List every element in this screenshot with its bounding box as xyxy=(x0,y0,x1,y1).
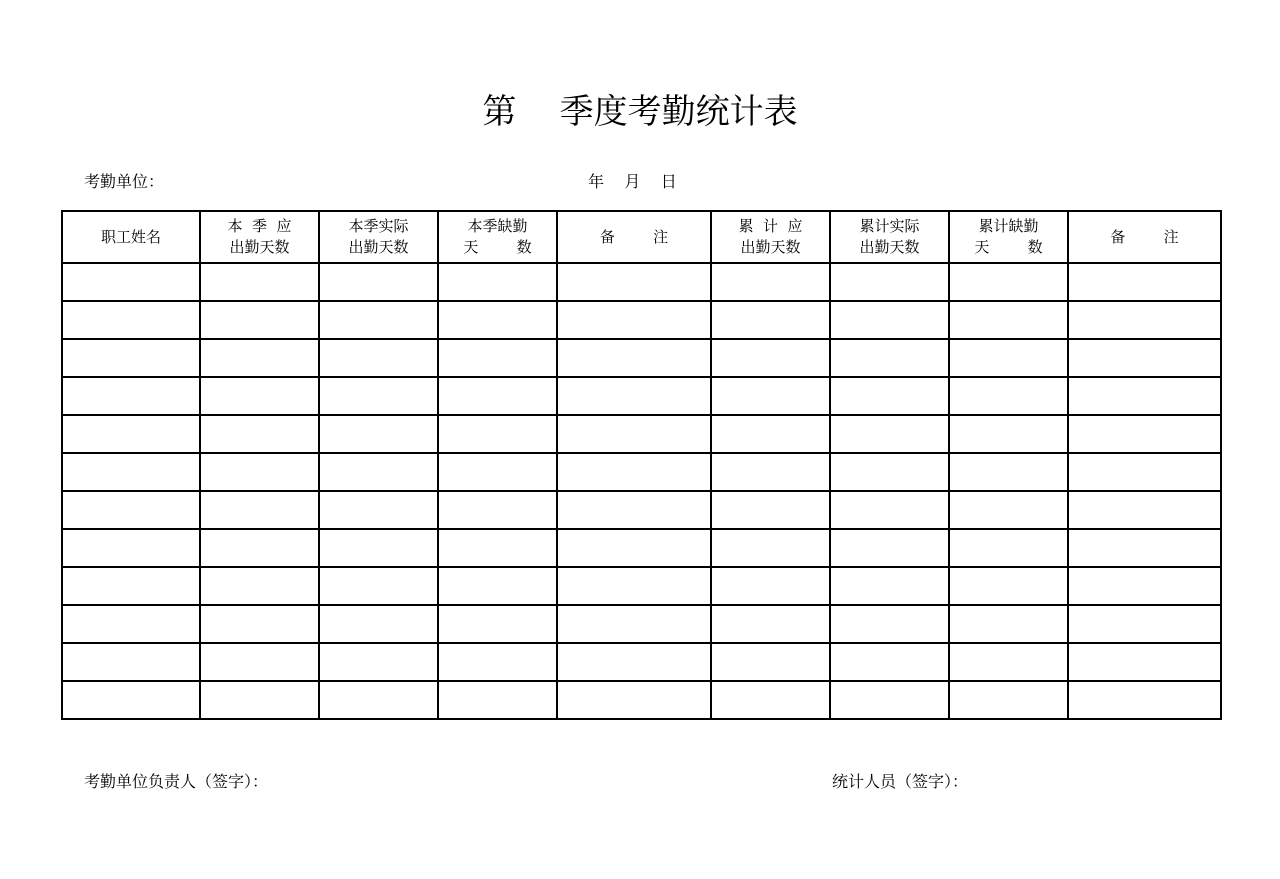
table-cell[interactable] xyxy=(62,643,200,681)
table-cell[interactable] xyxy=(200,415,319,453)
table-cell[interactable] xyxy=(949,453,1068,491)
table-row xyxy=(62,643,1221,681)
table-cell[interactable] xyxy=(200,339,319,377)
table-cell[interactable] xyxy=(557,643,711,681)
table-cell[interactable] xyxy=(557,453,711,491)
table-cell[interactable] xyxy=(438,491,557,529)
table-cell[interactable] xyxy=(711,301,830,339)
date-label: 年 月 日 xyxy=(588,172,677,191)
table-cell[interactable] xyxy=(557,377,711,415)
table-cell[interactable] xyxy=(557,529,711,567)
table-cell[interactable] xyxy=(319,263,438,301)
table-cell[interactable] xyxy=(557,415,711,453)
table-cell[interactable] xyxy=(949,643,1068,681)
table-cell[interactable] xyxy=(711,415,830,453)
table-row xyxy=(62,453,1221,491)
table-cell[interactable] xyxy=(949,377,1068,415)
table-cell[interactable] xyxy=(319,567,438,605)
table-cell[interactable] xyxy=(711,453,830,491)
table-cell[interactable] xyxy=(438,301,557,339)
table-cell[interactable] xyxy=(830,567,949,605)
table-cell[interactable] xyxy=(830,605,949,643)
table-cell[interactable] xyxy=(200,681,319,719)
table-cell[interactable] xyxy=(711,567,830,605)
table-cell[interactable] xyxy=(438,529,557,567)
table-cell[interactable] xyxy=(830,263,949,301)
table-cell[interactable] xyxy=(830,529,949,567)
col-header-cumulative-remarks: 备 注 xyxy=(1068,211,1221,263)
table-cell[interactable] xyxy=(62,681,200,719)
table-cell[interactable] xyxy=(438,415,557,453)
table-cell[interactable] xyxy=(830,453,949,491)
table-cell[interactable] xyxy=(438,643,557,681)
col-header-quarter-absent-days: 本季缺勤 天 数 xyxy=(438,211,557,263)
table-cell[interactable] xyxy=(438,263,557,301)
attendance-unit-label: 考勤单位： xyxy=(84,172,165,191)
unit-head-signature-label: 考勤单位负责人（签字）： xyxy=(84,772,269,791)
col-header-quarter-actual-days: 本季实际 出勤天数 xyxy=(319,211,438,263)
table-cell[interactable] xyxy=(1068,681,1221,719)
table-cell[interactable] xyxy=(62,263,200,301)
table-cell[interactable] xyxy=(830,301,949,339)
table-cell[interactable] xyxy=(200,491,319,529)
statistician-signature-label: 统计人员（签字）： xyxy=(832,772,969,791)
table-cell[interactable] xyxy=(438,377,557,415)
table-cell[interactable] xyxy=(200,377,319,415)
table-cell[interactable] xyxy=(711,339,830,377)
table-cell[interactable] xyxy=(319,491,438,529)
table-cell[interactable] xyxy=(200,301,319,339)
col-header-quarter-required-days: 本 季 应 出勤天数 xyxy=(200,211,319,263)
table-cell[interactable] xyxy=(62,529,200,567)
table-cell[interactable] xyxy=(557,605,711,643)
table-cell[interactable] xyxy=(1068,491,1221,529)
table-cell[interactable] xyxy=(319,643,438,681)
table-cell[interactable] xyxy=(62,377,200,415)
table-cell[interactable] xyxy=(949,263,1068,301)
col-header-cumulative-actual-days: 累计实际 出勤天数 xyxy=(830,211,949,263)
table-cell[interactable] xyxy=(557,491,711,529)
table-row xyxy=(62,339,1221,377)
table-cell[interactable] xyxy=(62,453,200,491)
table-cell[interactable] xyxy=(830,415,949,453)
table-cell[interactable] xyxy=(438,567,557,605)
table-cell[interactable] xyxy=(200,643,319,681)
table-cell[interactable] xyxy=(557,339,711,377)
table-row xyxy=(62,491,1221,529)
table-cell[interactable] xyxy=(711,643,830,681)
attendance-table xyxy=(61,210,1222,720)
col-header-employee-name: 职工姓名 xyxy=(62,211,200,263)
table-cell[interactable] xyxy=(200,605,319,643)
table-row xyxy=(62,263,1221,301)
col-header-quarter-remarks: 备 注 xyxy=(557,211,711,263)
table-cell[interactable] xyxy=(1068,567,1221,605)
table-cell[interactable] xyxy=(949,567,1068,605)
table-cell[interactable] xyxy=(557,681,711,719)
table-cell[interactable] xyxy=(62,605,200,643)
table-cell[interactable] xyxy=(438,681,557,719)
table-row xyxy=(62,415,1221,453)
table-cell[interactable] xyxy=(1068,301,1221,339)
table-cell[interactable] xyxy=(319,605,438,643)
table-row xyxy=(62,301,1221,339)
table-cell[interactable] xyxy=(949,605,1068,643)
table-cell[interactable] xyxy=(711,605,830,643)
table-cell[interactable] xyxy=(830,339,949,377)
table-cell[interactable] xyxy=(1068,529,1221,567)
table-cell[interactable] xyxy=(830,681,949,719)
col-header-cumulative-absent-days: 累计缺勤 天 数 xyxy=(949,211,1068,263)
table-cell[interactable] xyxy=(1068,415,1221,453)
table-cell[interactable] xyxy=(319,377,438,415)
table-cell[interactable] xyxy=(62,567,200,605)
table-cell[interactable] xyxy=(711,529,830,567)
table-body xyxy=(62,263,1221,719)
table-cell[interactable] xyxy=(200,453,319,491)
table-cell[interactable] xyxy=(319,301,438,339)
table-cell[interactable] xyxy=(319,681,438,719)
table-cell[interactable] xyxy=(1068,339,1221,377)
table-cell[interactable] xyxy=(62,491,200,529)
table-row xyxy=(62,567,1221,605)
table-cell[interactable] xyxy=(1068,605,1221,643)
page-title: 第 季度考勤统计表 xyxy=(482,92,798,132)
table-row xyxy=(62,681,1221,719)
table-row xyxy=(62,377,1221,415)
table-cell[interactable] xyxy=(711,377,830,415)
table-cell[interactable] xyxy=(438,453,557,491)
table-cell[interactable] xyxy=(319,339,438,377)
table-cell[interactable] xyxy=(949,415,1068,453)
table-cell[interactable] xyxy=(1068,263,1221,301)
table-cell[interactable] xyxy=(438,339,557,377)
table-cell[interactable] xyxy=(62,339,200,377)
table-cell[interactable] xyxy=(830,377,949,415)
table-cell[interactable] xyxy=(949,529,1068,567)
table-cell[interactable] xyxy=(949,491,1068,529)
table-cell[interactable] xyxy=(830,643,949,681)
col-header-cumulative-required-days: 累 计 应 出勤天数 xyxy=(711,211,830,263)
table-cell[interactable] xyxy=(557,567,711,605)
table-cell[interactable] xyxy=(319,453,438,491)
table-cell[interactable] xyxy=(200,263,319,301)
table-cell[interactable] xyxy=(949,301,1068,339)
table-cell[interactable] xyxy=(1068,377,1221,415)
table-cell[interactable] xyxy=(711,681,830,719)
table-cell[interactable] xyxy=(949,339,1068,377)
table-header-row xyxy=(62,211,1221,263)
table-cell[interactable] xyxy=(830,491,949,529)
table-cell[interactable] xyxy=(711,491,830,529)
table-cell[interactable] xyxy=(1068,643,1221,681)
table-cell[interactable] xyxy=(711,263,830,301)
table-cell[interactable] xyxy=(319,529,438,567)
table-cell[interactable] xyxy=(62,415,200,453)
table-cell[interactable] xyxy=(1068,453,1221,491)
table-cell[interactable] xyxy=(949,681,1068,719)
table-cell[interactable] xyxy=(557,301,711,339)
table-row xyxy=(62,605,1221,643)
table-cell[interactable] xyxy=(557,263,711,301)
table-cell[interactable] xyxy=(438,605,557,643)
table-cell[interactable] xyxy=(200,529,319,567)
table-cell[interactable] xyxy=(200,567,319,605)
table-row xyxy=(62,529,1221,567)
table-cell[interactable] xyxy=(319,415,438,453)
table-cell[interactable] xyxy=(62,301,200,339)
